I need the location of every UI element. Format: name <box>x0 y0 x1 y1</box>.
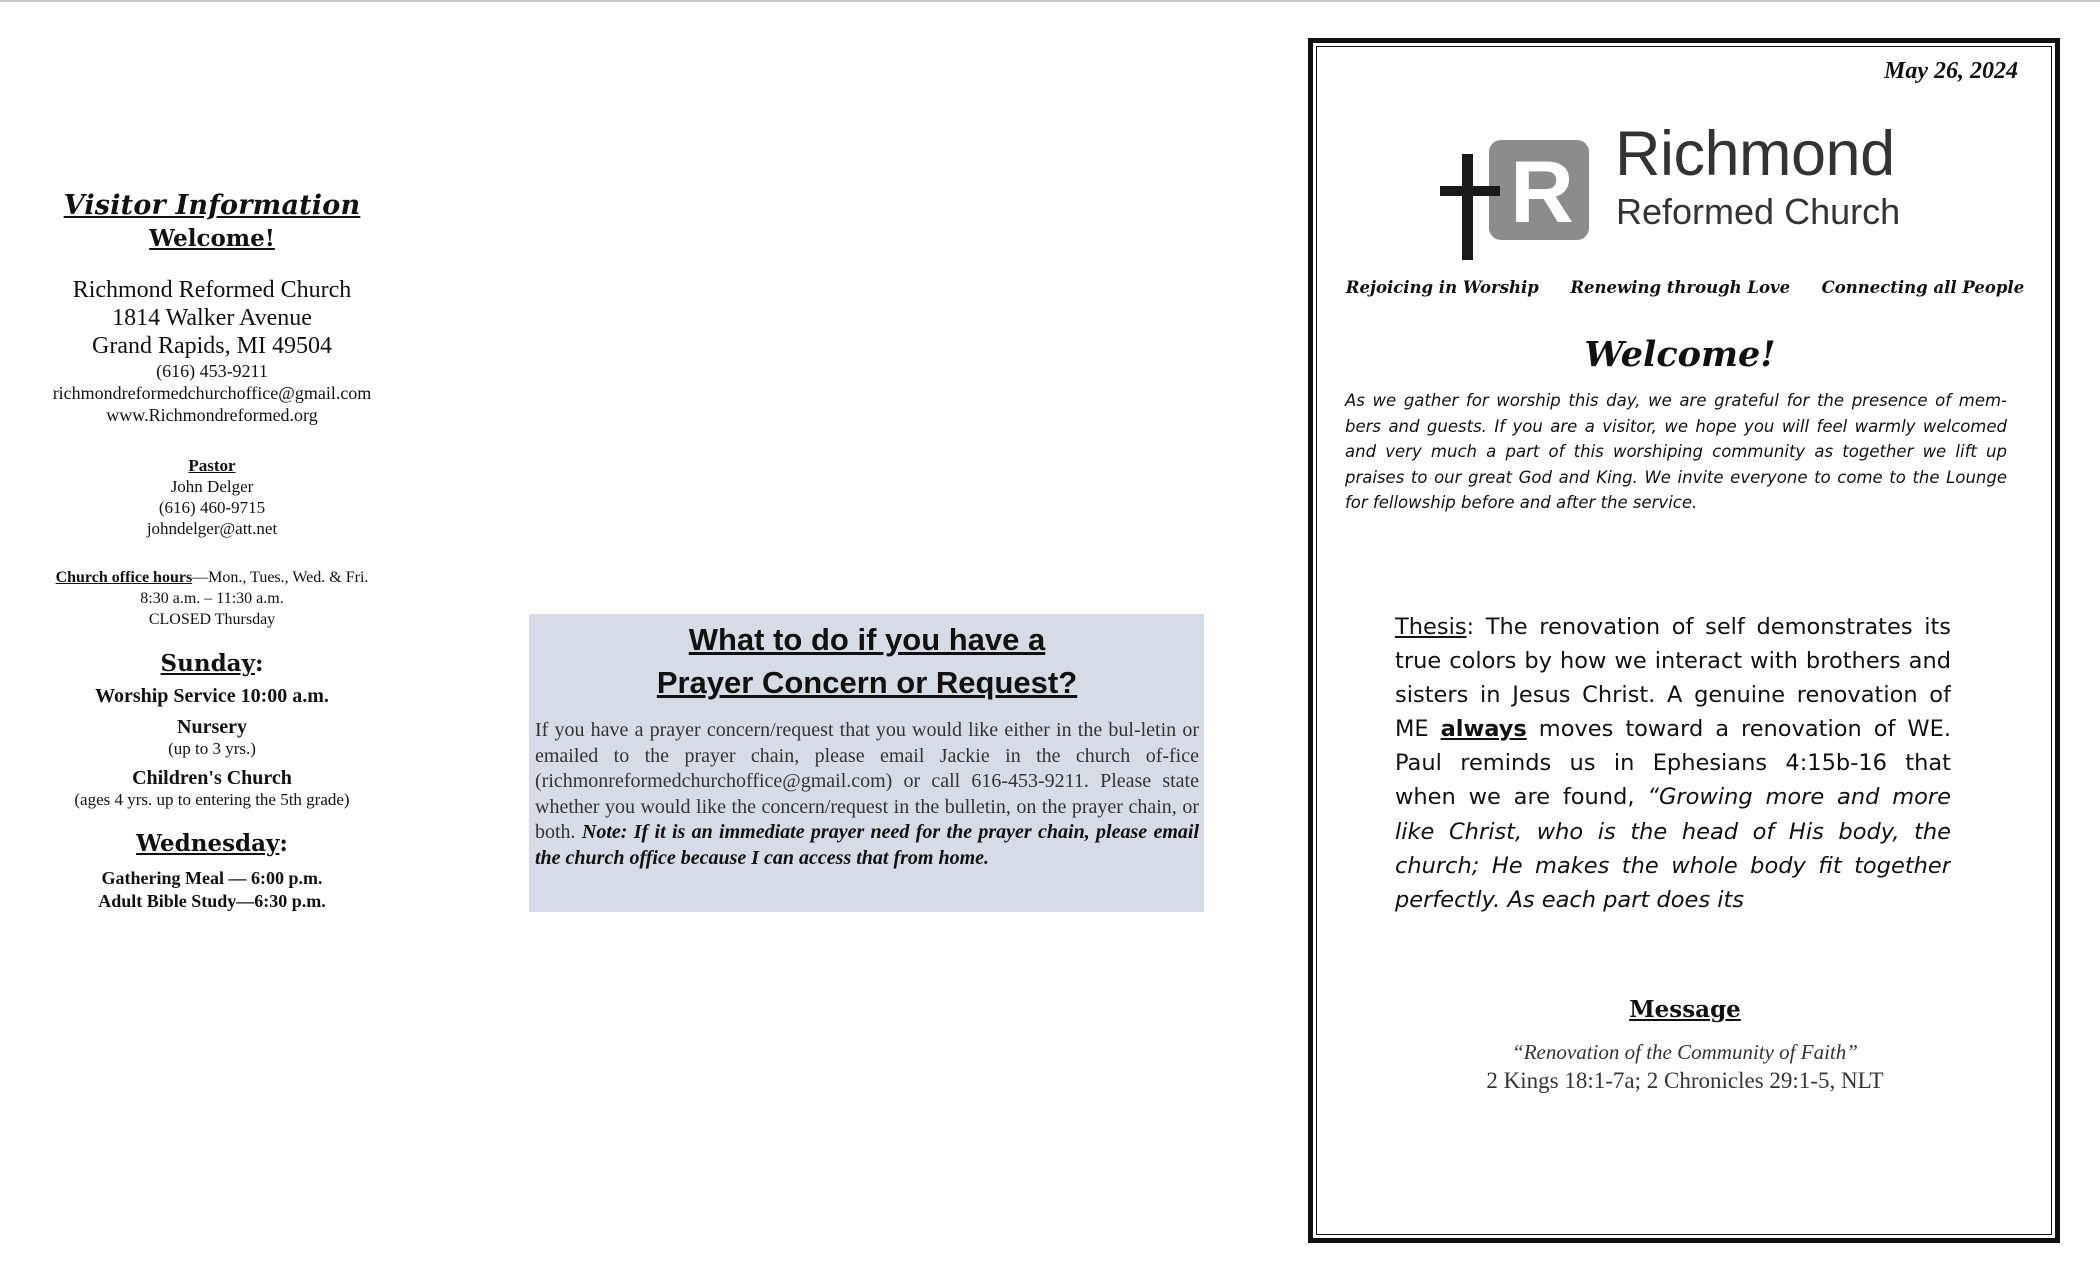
thesis-always: always <box>1440 716 1527 743</box>
pastor-name: John Delger <box>170 477 254 496</box>
thesis-quote: “Growing more and more like Christ, who is the head of His body, the church; He makes the whole body fit together perfectly. As each part does its <box>1395 784 1951 913</box>
prayer-note: Note: If it is an immediate prayer need for the prayer chain, please email the church office because I can access that from home. <box>535 821 1200 869</box>
childrens-church: Children's Church <box>132 767 292 789</box>
top-divider <box>0 0 2100 2</box>
tagline-item: Connecting all People <box>1821 278 2025 297</box>
sunday-heading: Sunday: <box>160 650 264 677</box>
message-heading: Message <box>1629 996 1741 1023</box>
gathering-meal: Gathering Meal — 6:00 p.m. <box>101 868 323 888</box>
welcome-heading: Welcome! <box>1584 334 1776 375</box>
tagline <box>1330 278 2040 297</box>
nursery-age: (up to 3 yrs.) <box>168 739 256 758</box>
church-email: richmondreformedchurchoffice@gmail.com <box>52 383 372 403</box>
cross-r-icon <box>1440 128 1610 260</box>
visitor-info-title: Visitor Information <box>63 190 361 221</box>
office-hours-time: 8:30 a.m. – 11:30 a.m. <box>140 590 284 607</box>
prayer-title: What to do if you have a Prayer Concern or Request? <box>656 622 1078 700</box>
welcome-text: As we gather for worship this day, we are grateful for the presence of mem-bers and guests. If you are a visitor, we hope you will feel warmly welcomed and very much a part of this worshiping community as together we lift up praises to our great God and King. We invite everyone to come to the Lounge for fellowship before and after the service. <box>1345 391 2007 512</box>
pastor-phone: (616) 460-9715 <box>158 498 266 517</box>
church-street: 1814 Walker Avenue <box>112 305 312 331</box>
pastor-email: johndelger@att.net <box>146 519 278 538</box>
church-city: Grand Rapids, MI 49504 <box>92 333 332 359</box>
office-hours-days: —Mon., Tues., Wed. & Fri. <box>192 569 369 586</box>
prayer-body: If you have a prayer concern/request that you would like either in the bul-letin or emailed to the prayer chain, please email Jackie in the church of-fice (richmonreformedchurchoffice@gmail.com) or call 616-453-9211. Please state whether you would like the concern/request in the bulletin, on the prayer chain, or both. Note: If it is an immediate prayer need for the prayer chain, please email the church office because I can access that from home. <box>535 719 1200 869</box>
thesis-paragraph: Thesis: The renovation of self demonstrates its true colors by how we interact with brothers and sisters in Jesus Christ. A genuine renovation of ME always moves toward a renovation of WE. Paul reminds us in Ephesians 4:15b-16 that when we are found, “Growing more and more like Christ, who is the head of His body, the church; He makes the whole body fit together perfectly. As each part does its <box>1395 614 1951 913</box>
church-logo <box>1440 118 1960 258</box>
tagline-item: Renewing through Love <box>1570 278 1791 297</box>
childrens-age: (ages 4 yrs. up to entering the 5th grade) <box>74 790 350 809</box>
visitor-welcome: Welcome! <box>149 225 275 252</box>
message-title: “Renovation of the Community of Faith” <box>1512 1040 1858 1064</box>
visitor-info-panel <box>22 190 402 913</box>
pastor-heading: Pastor <box>188 456 236 475</box>
logo-name: Richmond <box>1615 119 1895 189</box>
worship-service: Worship Service 10:00 a.m. <box>95 685 329 707</box>
prayer-request-box <box>529 614 1204 912</box>
thesis-label: Thesis <box>1395 614 1467 640</box>
church-phone: (616) 453-9211 <box>156 361 268 381</box>
nursery: Nursery <box>177 716 247 738</box>
message-reference: 2 Kings 18:1-7a; 2 Chronicles 29:1-5, NLT <box>1486 1068 1884 1093</box>
logo-sub: Reformed Church <box>1616 191 1901 232</box>
office-hours <box>22 567 402 630</box>
church-website: www.Richmondreformed.org <box>106 405 318 425</box>
svg-text:R: R <box>1510 142 1574 241</box>
bulletin-date: May 26, 2024 <box>1884 58 2018 84</box>
tagline-item: Rejoicing in Worship <box>1345 278 1539 297</box>
office-hours-label: Church office hours <box>55 569 193 586</box>
wednesday-heading: Wednesday: <box>136 830 288 857</box>
church-name: Richmond Reformed Church <box>72 277 352 303</box>
office-closed: CLOSED Thursday <box>148 611 276 628</box>
bible-study: Adult Bible Study—6:30 p.m. <box>98 891 326 911</box>
